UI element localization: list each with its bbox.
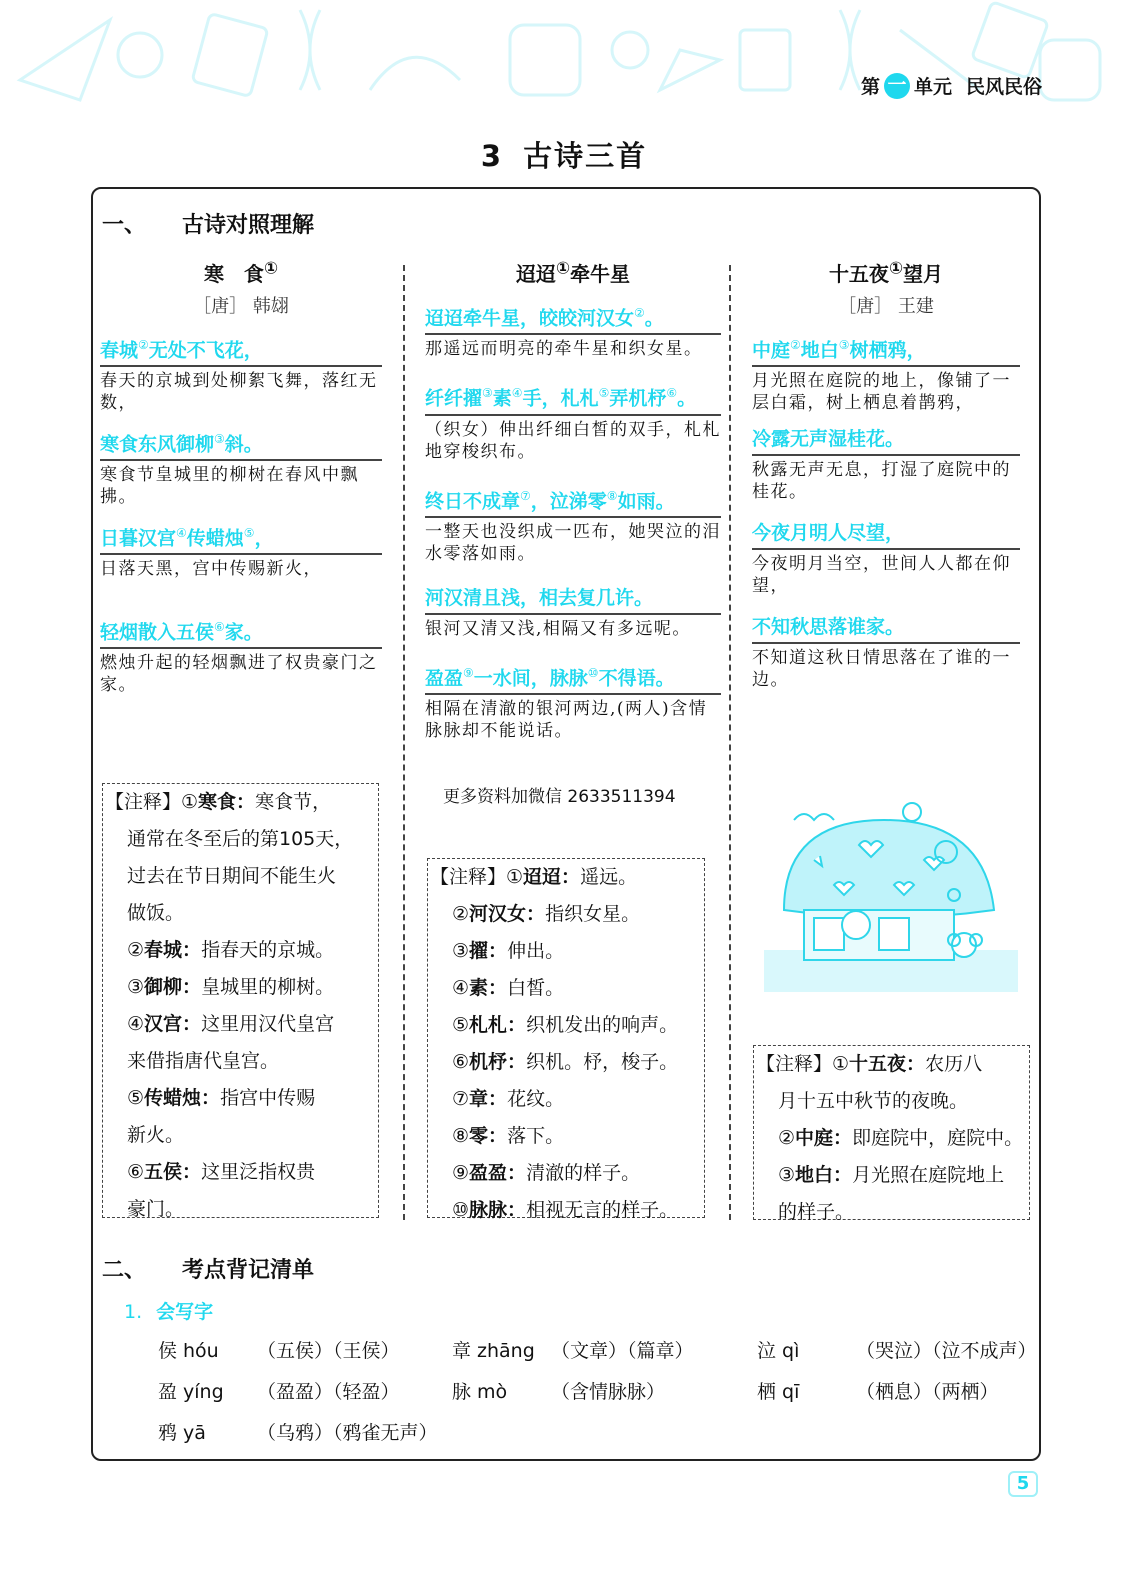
- note-line: [430, 1192, 702, 1229]
- word-entry: [452, 1377, 665, 1404]
- note-text: 指春天的京城。: [201, 939, 335, 961]
- poem-column-1: [100, 258, 382, 708]
- poem-text: 日暮汉宫: [100, 527, 177, 550]
- note-line: [430, 1118, 702, 1155]
- note-line: [430, 859, 702, 896]
- word-examples: （五侯）（王侯）: [257, 1340, 400, 1362]
- poem-text: 寒食东风御柳: [100, 433, 215, 456]
- unit-number-badge: 一: [884, 73, 910, 99]
- note-term: 脉脉：: [469, 1199, 527, 1221]
- poem-translation: 一整天也没织成一匹布，她哭泣的泪水零落如雨。: [425, 521, 721, 564]
- section-2-heading: [102, 1253, 314, 1284]
- word-examples: （含情脉脉）: [551, 1381, 666, 1403]
- note-term: 寒食：: [198, 791, 256, 813]
- poem-title: [752, 258, 1020, 292]
- note-text: 新火。: [127, 1124, 185, 1146]
- word-examples: （盈盈）（轻盈）: [257, 1381, 400, 1403]
- note-line: [430, 1007, 702, 1044]
- poem-couplet: [752, 520, 1020, 614]
- word-examples: （栖息）（两栖）: [856, 1381, 999, 1403]
- poem-line: [425, 380, 721, 415]
- note-text: 这里用汉代皇宫: [201, 1013, 335, 1035]
- note-line: [105, 858, 376, 895]
- poem-column-3: [752, 258, 1020, 708]
- note-text: 【注释】①: [430, 866, 524, 888]
- poem-couplet: [752, 614, 1020, 708]
- poem-line: [100, 332, 382, 367]
- note-line: [105, 1191, 376, 1228]
- poem-text: 手，札札: [522, 387, 599, 410]
- poem-line: [425, 483, 721, 518]
- poem-text: ，: [254, 527, 274, 550]
- poem-text: 斜。: [224, 433, 263, 456]
- word-char: 盈: [158, 1381, 178, 1403]
- note-line: [105, 1080, 376, 1117]
- poem-translation: 春天的京城到处柳絮飞舞，落红无数，: [100, 371, 378, 414]
- background-decoration-icons: [0, 0, 1128, 120]
- poem-title: [100, 258, 382, 292]
- note-text: 月十五中秋节的夜晚。: [778, 1090, 969, 1112]
- note-text: 寒食节，: [255, 791, 332, 813]
- poem-text: 地白: [800, 339, 839, 362]
- word-char: 章: [452, 1340, 472, 1362]
- poem-couplet: [752, 426, 1020, 520]
- note-text: 【注释】①: [105, 791, 199, 813]
- note-text: ⑦: [452, 1088, 470, 1110]
- note-line: [105, 969, 376, 1006]
- footnote-marker: ⑤: [598, 386, 610, 401]
- note-text: 月光照在庭院地上: [852, 1164, 1005, 1186]
- word-pinyin: qì: [782, 1340, 800, 1362]
- footnote-marker: ①: [888, 258, 904, 278]
- lesson-name: 古诗三首: [523, 139, 648, 173]
- poem-couplet: [100, 614, 382, 708]
- poem-line: [425, 660, 721, 695]
- poem-title-rest: 牵牛星: [570, 262, 631, 286]
- note-text: 落下。: [507, 1125, 565, 1147]
- poem-line: [752, 426, 1020, 456]
- note-line: [756, 1083, 1027, 1120]
- note-term: 传蜡烛：: [144, 1087, 221, 1109]
- poem-couplet: [100, 520, 382, 614]
- poem-title-text: 十五夜: [828, 262, 889, 286]
- column-divider: [403, 265, 405, 1220]
- section-1-heading: [102, 208, 314, 239]
- lesson-title: [0, 134, 1128, 175]
- word-pinyin: yā: [183, 1422, 206, 1444]
- word-entry: [452, 1336, 694, 1363]
- note-term: 汉宫：: [144, 1013, 202, 1035]
- subsection-number: 1.: [124, 1301, 143, 1323]
- subsection-title: 会写字: [156, 1301, 214, 1323]
- poem-line: [100, 614, 382, 649]
- word-char: 脉: [452, 1381, 472, 1403]
- unit-suffix: 单元: [913, 76, 952, 98]
- note-term: 中庭：: [795, 1127, 853, 1149]
- footnote-marker: ⑥: [666, 386, 678, 401]
- poem-author: ［唐］ 王建: [838, 296, 934, 317]
- word-entry: [158, 1336, 400, 1363]
- poem-translation: 日落天黑，宫中传赐新火，: [100, 559, 322, 580]
- note-line: [430, 1081, 702, 1118]
- footnote-marker: ③: [214, 432, 225, 446]
- poem-text: 轻烟散入五侯: [100, 621, 215, 644]
- poem-line: [425, 300, 721, 335]
- footnote-marker: ④: [176, 526, 187, 540]
- note-text: 来借指唐代皇宫。: [127, 1050, 280, 1072]
- note-text: 皇城里的柳树。: [201, 976, 335, 998]
- note-text: ④: [127, 1013, 145, 1035]
- footnote-marker: ⑧: [606, 488, 618, 503]
- note-term: 札札：: [469, 1014, 527, 1036]
- poem-translation: （织女）伸出纤细白皙的双手，札札地穿梭织布。: [425, 419, 721, 462]
- poem-text: 。: [677, 387, 697, 410]
- promo-text: 更多资料加微信 2633511394: [443, 787, 676, 807]
- poem-text: 冷露无声湿桂花。: [752, 428, 905, 450]
- footnote-marker: ③: [838, 338, 850, 352]
- note-text: 【注释】①: [756, 1053, 850, 1075]
- poem-couplet: [100, 426, 382, 520]
- note-text: 白皙。: [507, 977, 565, 999]
- unit-theme: 民风民俗: [965, 76, 1042, 98]
- section-title: 古诗对照理解: [182, 213, 315, 238]
- poem-couplet: [752, 332, 1020, 426]
- footnote-marker: ②: [790, 338, 801, 352]
- word-pinyin: zhāng: [477, 1340, 535, 1362]
- note-term: 零：: [469, 1125, 508, 1147]
- poem-text: 一水间，脉脉: [473, 667, 588, 690]
- note-text: 织机发出的响声。: [526, 1014, 679, 1036]
- notes-box-3: [753, 1045, 1030, 1223]
- poem-line: [752, 520, 1020, 550]
- notes-box-2: [427, 858, 705, 1221]
- poem-translation: 那遥远而明亮的牵牛星和织女星。: [425, 339, 703, 360]
- footnote-marker: ②: [138, 338, 149, 352]
- note-text: 花纹。: [507, 1088, 565, 1110]
- note-line: [105, 932, 376, 969]
- note-line: [105, 784, 376, 821]
- word-examples: （乌鸦）（鸦雀无声）: [257, 1422, 438, 1444]
- poem-line: [752, 614, 1020, 644]
- poem-text: 终日不成章: [425, 489, 521, 512]
- poem-text: 传蜡烛: [186, 527, 244, 550]
- section-title: 考点背记清单: [182, 1258, 315, 1283]
- footnote-marker: ②: [634, 306, 645, 320]
- note-line: [430, 970, 702, 1007]
- note-text: 指宫中传赐: [220, 1087, 316, 1109]
- word-char: 栖: [757, 1381, 777, 1403]
- poem-text: 素: [492, 387, 512, 410]
- unit-prefix: 第: [860, 76, 880, 98]
- word-examples: （哭泣）（泣不成声）: [856, 1340, 1037, 1362]
- note-text: 指织女星。: [545, 903, 641, 925]
- note-text: 这里泛指权贵: [201, 1161, 316, 1183]
- poem-title-text: 迢迢: [515, 262, 556, 286]
- note-text: ③: [127, 976, 145, 998]
- note-text: 遥远。: [580, 866, 638, 888]
- note-text: 清澈的样子。: [526, 1162, 641, 1184]
- note-line: [756, 1046, 1027, 1083]
- poem-couplet: [425, 660, 721, 742]
- poem-text: 不得语。: [598, 667, 675, 690]
- note-text: 农历八: [925, 1053, 983, 1075]
- footnote-marker: ①: [263, 258, 279, 278]
- notes-box-1: [102, 783, 379, 1218]
- poem-translation: 燃烛升起的轻烟飘进了权贵豪门之家。: [100, 653, 378, 696]
- unit-header: [861, 72, 1042, 99]
- note-term: 盈盈：: [469, 1162, 527, 1184]
- footnote-marker: ⑦: [520, 488, 531, 503]
- footnote-marker: ⑩: [587, 665, 599, 680]
- poem-title-rest: 望月: [903, 262, 944, 286]
- poem-text: 。: [644, 307, 664, 330]
- note-text: 通常在冬至后的第105天，: [127, 828, 354, 850]
- footnote-marker: ④: [511, 386, 523, 401]
- note-text: 过去在节日期间不能生火: [127, 865, 337, 887]
- page-number: 5: [1008, 1471, 1038, 1497]
- note-text: ④: [452, 977, 470, 999]
- note-text: 豪门。: [127, 1198, 185, 1220]
- column-divider: [729, 265, 731, 1220]
- note-text: 相视无言的样子。: [526, 1199, 679, 1221]
- poem-text: 春城: [100, 339, 139, 362]
- note-term: 春城：: [144, 939, 202, 961]
- note-text: ③: [778, 1164, 796, 1186]
- word-char: 鸦: [158, 1422, 178, 1444]
- note-term: 十五夜：: [849, 1053, 926, 1075]
- poem-text: ，泣涕零: [530, 489, 607, 512]
- note-line: [105, 1154, 376, 1191]
- poem-line: [425, 585, 721, 615]
- note-text: ⑨: [452, 1162, 470, 1184]
- word-examples: （文章）（篇章）: [551, 1340, 694, 1362]
- note-term: 素：: [469, 977, 508, 999]
- footnote-marker: ⑥: [214, 620, 225, 634]
- poem-translation: 银河又清又浅,相隔又有多远呢。: [425, 618, 691, 639]
- subsection-heading: [124, 1297, 213, 1324]
- note-term: 章：: [469, 1088, 508, 1110]
- poem-text: 中庭: [752, 339, 791, 362]
- poem-couplet: [425, 585, 721, 640]
- note-text: ②: [778, 1127, 796, 1149]
- lesson-number: 3: [480, 139, 504, 173]
- note-text: ②: [452, 903, 470, 925]
- note-term: 擢：: [469, 940, 508, 962]
- note-text: 做饭。: [127, 902, 185, 924]
- poem-translation: 今夜明月当空，世间人人都在仰望，: [752, 554, 1011, 596]
- note-text: ⑥: [127, 1161, 145, 1183]
- poem-title-text: 寒 食: [203, 262, 264, 286]
- note-term: 地白：: [795, 1164, 853, 1186]
- poem-title: [425, 258, 721, 300]
- word-pinyin: qī: [782, 1381, 800, 1403]
- poem-text: 纤纤擢: [425, 387, 483, 410]
- poem-text: 盈盈: [425, 667, 464, 690]
- section-index: 二、: [102, 1258, 147, 1283]
- poem-text: 河汉清且浅，相去复几许。: [425, 586, 654, 609]
- word-entry: [158, 1418, 438, 1445]
- poem-author: ［唐］ 韩翃: [193, 296, 289, 317]
- note-term: 河汉女：: [469, 903, 546, 925]
- note-term: 五侯：: [144, 1161, 202, 1183]
- note-line: [756, 1120, 1027, 1157]
- footnote-marker: ①: [555, 258, 571, 278]
- note-text: ⑤: [452, 1014, 470, 1036]
- note-term: 御柳：: [144, 976, 202, 998]
- poem-translation: 寒食节皇城里的柳树在春风中飘拂。: [100, 465, 359, 508]
- footnote-marker: ③: [482, 386, 493, 401]
- poem-couplet: [100, 332, 382, 426]
- note-line: [756, 1194, 1027, 1231]
- word-pinyin: hóu: [183, 1340, 219, 1362]
- footnote-marker: ⑤: [243, 526, 255, 540]
- poem-translation: 相隔在清澈的银河两边,(两人)含情脉脉却不能说话。: [425, 699, 708, 742]
- poem-text: 无处不飞花，: [148, 339, 263, 362]
- note-text: ⑧: [452, 1125, 470, 1147]
- word-entry: [757, 1336, 1037, 1363]
- word-pinyin: yíng: [183, 1381, 224, 1403]
- note-text: ⑤: [127, 1087, 145, 1109]
- poem-line: [100, 520, 382, 555]
- note-text: 的样子。: [778, 1201, 855, 1223]
- word-pinyin: mò: [477, 1381, 508, 1403]
- poem-translation: 月光照在庭院的地上，像铺了一层白霜，树上栖息着鹊鸦，: [752, 371, 1011, 414]
- note-term: 迢迢：: [523, 866, 581, 888]
- note-text: ⑥: [452, 1051, 470, 1073]
- note-text: 织机。杼，梭子。: [526, 1051, 679, 1073]
- note-text: ②: [127, 939, 145, 961]
- poem-line: [100, 426, 382, 461]
- note-line: [430, 933, 702, 970]
- poem-couplet: [425, 300, 721, 360]
- note-text: ③: [452, 940, 470, 962]
- word-char: 侯: [158, 1340, 178, 1362]
- poem-text: 家。: [224, 621, 263, 644]
- note-line: [430, 1155, 702, 1192]
- note-line: [430, 1044, 702, 1081]
- poem-line: [752, 332, 1020, 367]
- note-line: [105, 821, 376, 858]
- poem-column-2: [425, 258, 721, 762]
- note-line: [105, 895, 376, 932]
- poem-text: 不知秋思落谁家。: [752, 616, 905, 638]
- note-line: [105, 1006, 376, 1043]
- note-text: 即庭院中，庭院中。: [852, 1127, 1024, 1149]
- note-line: [756, 1157, 1027, 1194]
- word-entry: [158, 1377, 400, 1404]
- note-term: 机杼：: [469, 1051, 527, 1073]
- poem-text: 今夜月明人尽望，: [752, 522, 905, 544]
- poem-couplet: [425, 380, 721, 462]
- poem-text: 如雨。: [617, 489, 675, 512]
- note-line: [430, 896, 702, 933]
- note-text: ⑩: [452, 1199, 470, 1221]
- poem-couplet: [425, 483, 721, 565]
- poem-text: 迢迢牵牛星，皎皎河汉女: [425, 307, 635, 330]
- poem-text: 树栖鸦，: [849, 339, 926, 362]
- poem-translation: 秋露无声无息，打湿了庭院中的桂花。: [752, 460, 1011, 502]
- section-index: 一、: [102, 213, 147, 238]
- poem-translation: 不知道这秋日情思落在了谁的一边。: [752, 648, 1011, 690]
- note-text: 伸出。: [507, 940, 565, 962]
- word-entry: [757, 1377, 999, 1404]
- footnote-marker: ⑨: [463, 665, 474, 680]
- note-line: [105, 1117, 376, 1154]
- word-char: 泣: [757, 1340, 777, 1362]
- note-line: [105, 1043, 376, 1080]
- mushroom-house-illustration: [764, 800, 1018, 995]
- poem-text: 弄机杼: [609, 387, 667, 410]
